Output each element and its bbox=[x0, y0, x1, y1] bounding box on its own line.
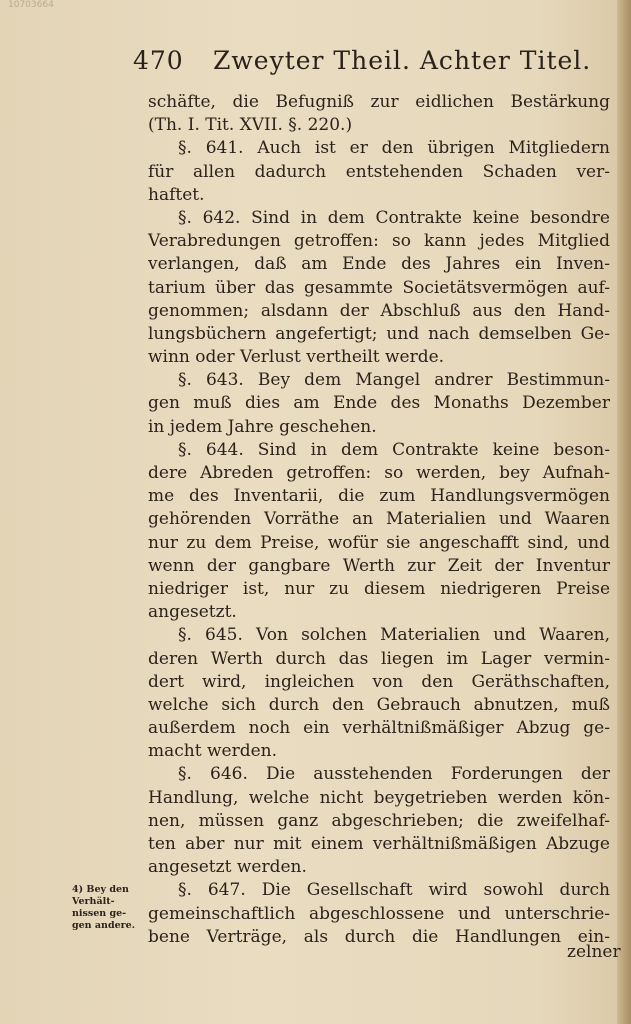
text-line: wenn der gangbare Werth zur Zeit der Inventur bbox=[148, 555, 610, 576]
text-line: gemeinschaftlich abgeschlossene und unterschrie- bbox=[148, 903, 610, 924]
text-line: niedriger ist, nur zu diesem niedrigeren Preise bbox=[148, 578, 610, 599]
text-line: tarium über das gesammte Societätsvermögen auf- bbox=[148, 277, 610, 298]
page-number: 470 bbox=[133, 46, 184, 75]
text-line: verlangen, daß am Ende des Jahres ein Inven- bbox=[148, 254, 610, 275]
catchword: zelner bbox=[567, 942, 621, 962]
text-line: ten aber nur mit einem verhältnißmäßigen Abzuge bbox=[148, 834, 610, 854]
text-line: welche sich durch den Gebrauch abnutzen, muß bbox=[148, 694, 610, 715]
page-header bbox=[133, 46, 603, 82]
margin-note-line: nissen ge- bbox=[72, 908, 127, 919]
text-line: deren Werth durch das liegen im Lager vermin- bbox=[148, 648, 610, 669]
text-line: winn oder Verlust vertheilt werde. bbox=[148, 347, 445, 368]
text-line: für allen dadurch entstehenden Schaden ver- bbox=[148, 161, 610, 182]
text-line: schäfte, die Befugniß zur eidlichen Bestärkung bbox=[148, 92, 610, 112]
running-title: Zweyter Theil. Achter Titel. bbox=[213, 46, 592, 75]
text-line: §. 646. Die ausstehenden Forderungen der bbox=[178, 764, 610, 785]
margin-note-line: Verhält- bbox=[72, 896, 115, 907]
margin-note-line: 4) Bey den bbox=[72, 884, 129, 895]
library-stamp: 10703664 bbox=[8, 0, 54, 10]
text-line: Handlung, welche nicht beygetrieben werden kön- bbox=[148, 787, 610, 808]
text-line: dert wird, ingleichen von den Geräthschaften, bbox=[148, 671, 610, 692]
text-line: bene Verträge, als durch die Handlungen ein- bbox=[148, 926, 610, 947]
text-line: angesetzt. bbox=[148, 602, 237, 623]
text-line: in jedem Jahre geschehen. bbox=[148, 416, 377, 437]
margin-note-line: gen andere. bbox=[72, 920, 136, 931]
text-line: (Th. I. Tit. XVII. §. 220.) bbox=[148, 115, 353, 136]
text-line: me des Inventarii, die zum Handlungsvermögen bbox=[148, 486, 610, 507]
text-line: gehörenden Vorräthe an Materialien und Waaren bbox=[148, 509, 610, 530]
text-line: gen muß dies am Ende des Monaths Dezember bbox=[148, 393, 610, 414]
text-line: genommen; alsdann der Abschluß aus den Hand- bbox=[148, 300, 610, 321]
text-line: §. 645. Von solchen Materialien und Waaren, bbox=[178, 625, 610, 646]
text-line: macht werden. bbox=[148, 741, 277, 762]
text-line: angesetzt werden. bbox=[148, 857, 307, 878]
text-line: dere Abreden getroffen: so werden, bey Aufnah- bbox=[148, 463, 610, 483]
text-line: §. 642. Sind in dem Contrakte keine besondre bbox=[178, 207, 610, 228]
text-line: nur zu dem Preise, wofür sie angeschafft sind, und bbox=[148, 532, 610, 553]
text-line: §. 643. Bey dem Mangel andrer Bestimmun- bbox=[178, 370, 610, 391]
margin-note bbox=[72, 884, 150, 932]
text-line: §. 647. Die Gesellschaft wird sowohl durch bbox=[178, 880, 610, 901]
body-text bbox=[148, 91, 610, 949]
text-line: nen, müssen ganz abgeschrieben; die zweifelhaf- bbox=[148, 810, 610, 831]
book-spine-edge bbox=[617, 0, 631, 1024]
text-line: außerdem noch ein verhältnißmäßiger Abzug ge- bbox=[148, 718, 610, 739]
text-line: §. 641. Auch ist er den übrigen Mitgliedern bbox=[178, 138, 610, 159]
text-line: Verabredungen getroffen: so kann jedes Mitglied bbox=[148, 231, 610, 252]
text-line: haftet. bbox=[148, 184, 205, 205]
text-line: lungsbüchern angefertigt; und nach demselben Ge- bbox=[148, 323, 610, 344]
text-line: §. 644. Sind in dem Contrakte keine beson- bbox=[178, 439, 610, 460]
